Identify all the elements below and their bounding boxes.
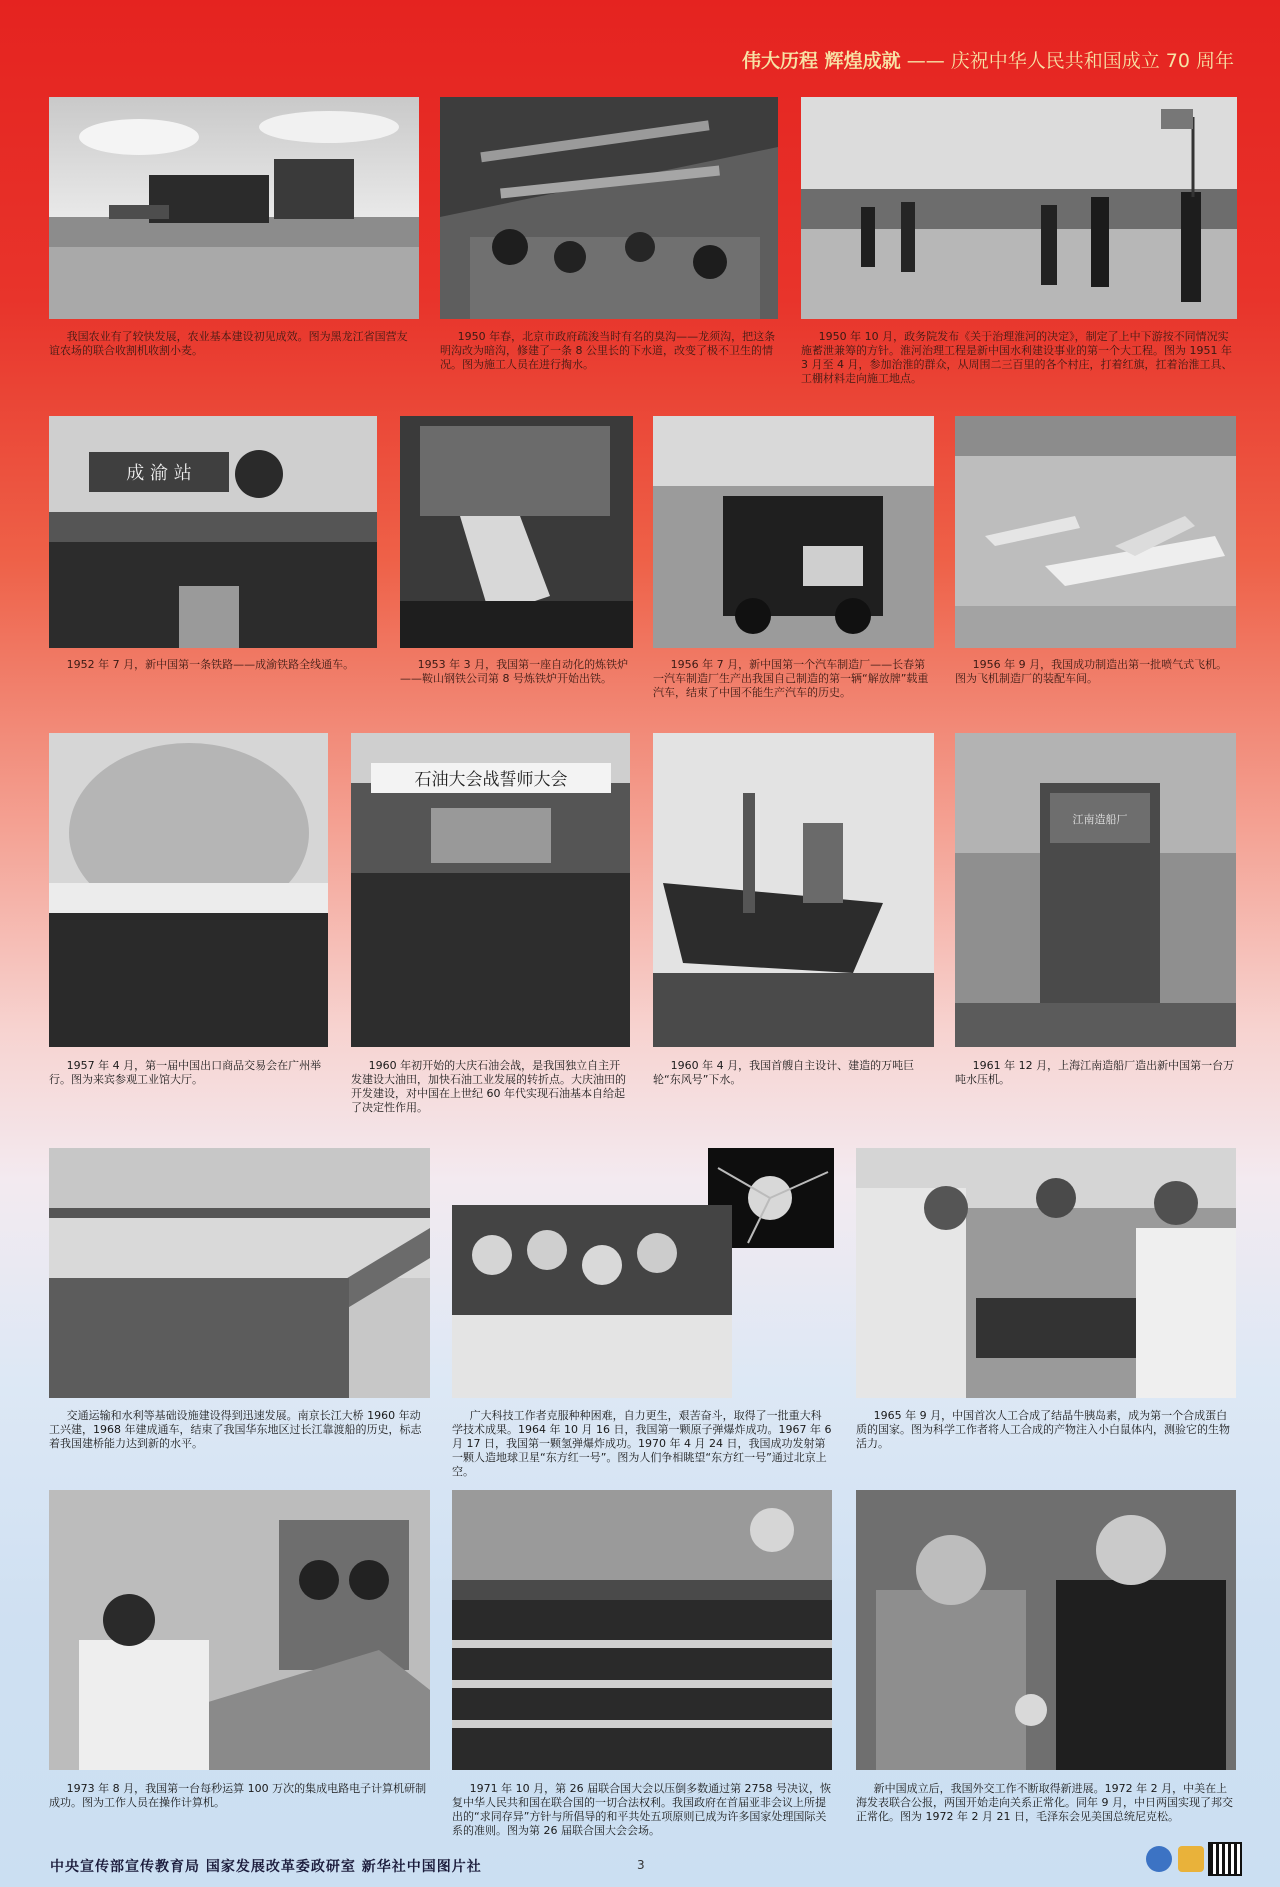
caption-huai-river: 1950 年 10 月，政务院发布《关于治理淮河的决定》，制定了上中下游按不同情况实施蓄泄兼筹的方针。淮河治理工程是新中国水利建设事业的第一个大工程。图为 1951 年 3 月至 4 月，参加治淮的群众，从周围二三百里的各个村庄，打着红旗，扛着治淮工具、工棚材料走向施工地点。 (801, 330, 1233, 385)
caption-jet-factory: 1956 年 9 月，我国成功制造出第一批喷气式飞机。图为飞机制造厂的装配车间。 (955, 658, 1228, 685)
caption-mao-nixon: 新中国成立后，我国外交工作不断取得新进展。1972 年 2 月，中美在上海发表联合公报，两国开始走向关系正常化。同年 9 月，中日两国实现了邦交正常化。图为 1972 年 2 月 21 日，毛泽东会见美国总统尼克松。 (856, 1782, 1233, 1823)
railway-station-sign: 成 渝 站 (126, 463, 192, 484)
page-header (742, 46, 1234, 73)
caption-un-assembly: 1971 年 10 月，第 26 届联合国大会以压倒多数通过第 2758 号决议，恢复中华人民共和国在联合国的一切合法权利。我国政府在首届亚非会议上所提出的“求同存异”方针与所倡导的和平共处五项原则已成为许多国家处理国际关系的准则。图为第 26 届联合国大会会场。 (452, 1782, 832, 1837)
photo-railway (49, 416, 377, 648)
caption-dongfeng-ship: 1960 年 4 月，我国首艘自主设计、建造的万吨巨轮“东风号”下水。 (653, 1059, 915, 1086)
caption-longxugou: 1950 年春，北京市政府疏浚当时有名的臭沟——龙须沟，把这条明沟改为暗沟，修建了一条 8 公里长的下水道，改变了极不卫生的情况。图为施工人员在进行掏水。 (440, 330, 776, 371)
photo-canton-fair (49, 733, 328, 1047)
photo-insulin (856, 1148, 1236, 1398)
photo-crowd-sky (452, 1205, 732, 1398)
caption-hydraulic-press: 1961 年 12 月，上海江南造船厂造出新中国第一台万吨水压机。 (955, 1059, 1235, 1086)
photo-jet-factory (955, 416, 1236, 648)
qr-code-icon[interactable] (1210, 1844, 1240, 1874)
photo-un-assembly (452, 1490, 832, 1770)
photo-dongfeng-ship (653, 733, 934, 1047)
press-factory-sign: 江南造船厂 (1072, 813, 1128, 826)
photo-hydraulic-press (955, 733, 1236, 1047)
caption-insulin: 1965 年 9 月，中国首次人工合成了结晶牛胰岛素，成为第一个合成蛋白质的国家。图为科学工作者将人工合成的产物注入小白鼠体内，测验它的生物活力。 (856, 1409, 1230, 1450)
photo-steel-furnace (400, 416, 633, 648)
footer-publishers: 中央宣传部宣传教育局 国家发展改革委政研室 新华社中国图片社 (50, 1859, 482, 1875)
caption-satellite: 广大科技工作者克服种种困难，自力更生，艰苦奋斗，取得了一批重大科学技术成果。1964 年 10 月 16 日，我国第一颗原子弹爆炸成功。1967 年 6 月 17 日，我国第一颗氢弹爆炸成功。1970 年 4 月 24 日，我国成功发射第一颗人造地球卫星“东方红一号”。图为人们争相眺望“东方红一号”通过北京上空。 (452, 1409, 832, 1478)
caption-steel-furnace: 1953 年 3 月，我国第一座自动化的炼铁炉——鞍山钢铁公司第 8 号炼铁炉开始出铁。 (400, 658, 629, 685)
header-title-bold: 伟大历程 辉煌成就 (742, 50, 901, 72)
photo-mao-nixon (856, 1490, 1236, 1770)
caption-jiefang-truck: 1956 年 7 月，新中国第一个汽车制造厂——长春第一汽车制造厂生产出我国自己制造的第一辆“解放牌”载重汽车，结束了中国不能生产汽车的历史。 (653, 658, 929, 699)
header-title-rest: —— 庆祝中华人民共和国成立 70 周年 (906, 50, 1234, 72)
photo-computer (49, 1490, 430, 1770)
publisher-logo-icon (1146, 1846, 1172, 1872)
photo-harvester (49, 97, 419, 319)
caption-daqing-oil: 1960 年初开始的大庆石油会战，是我国独立自主开发建设大油田，加快石油工业发展的转折点。大庆油田的开发建设，对中国在上世纪 60 年代实现石油基本自给起了决定性作用。 (351, 1059, 626, 1114)
photo-huai-river (801, 97, 1237, 319)
caption-harvester: 我国农业有了较快发展，农业基本建设初见成效。图为黑龙江省国营友谊农场的联合收割机收割小麦。 (49, 330, 408, 357)
oil-rally-banner: 石油大会战誓师大会 (414, 770, 568, 790)
caption-computer: 1973 年 8 月，我国第一台每秒运算 100 万次的集成电路电子计算机研制成功。图为工作人员在操作计算机。 (49, 1782, 427, 1809)
photo-daqing-oil (351, 733, 630, 1047)
photo-longxugou (440, 97, 778, 319)
footer-logos (1146, 1844, 1240, 1874)
caption-yangtze-bridge: 交通运输和水利等基础设施建设得到迅速发展。南京长江大桥 1960 年动工兴建，1968 年建成通车，结束了我国华东地区过长江靠渡船的历史，标志着我国建桥能力达到新的水平。 (49, 1409, 422, 1450)
photo-jiefang-truck (653, 416, 934, 648)
brand-mark-icon (1178, 1846, 1204, 1872)
page-number: 3 (637, 1858, 645, 1872)
photo-yangtze-bridge (49, 1148, 430, 1398)
caption-canton-fair: 1957 年 4 月，第一届中国出口商品交易会在广州举行。图为来宾参观工业馆大厅。 (49, 1059, 322, 1086)
caption-railway: 1952 年 7 月，新中国第一条铁路——成渝铁路全线通车。 (66, 658, 355, 671)
